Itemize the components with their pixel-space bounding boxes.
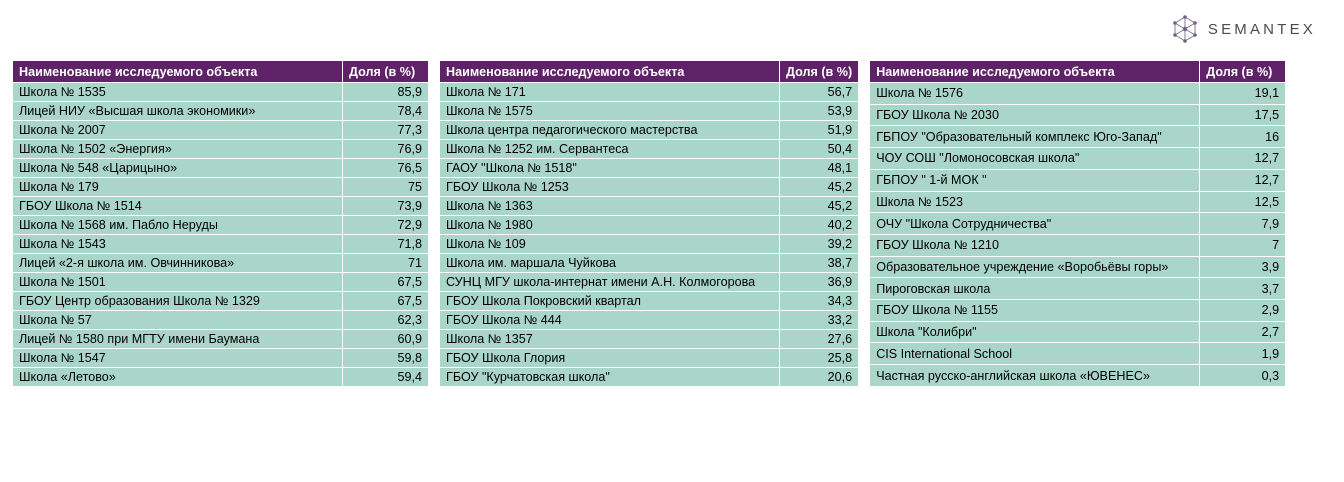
cell-share: 73,9 [343, 197, 429, 216]
ranking-table-1 [12, 60, 429, 387]
cell-share: 39,2 [780, 235, 859, 254]
cell-share: 59,8 [343, 349, 429, 368]
table-row [870, 169, 1286, 191]
cell-share: 19,1 [1200, 83, 1286, 105]
cell-share: 67,5 [343, 292, 429, 311]
cell-object: ГБОУ Школа № 1253 [440, 178, 780, 197]
table-row [870, 300, 1286, 322]
table-row [13, 254, 429, 273]
cell-share: 27,6 [780, 330, 859, 349]
cell-object: ГБПОУ " 1-й МОК " [870, 169, 1200, 191]
column-header-share: Доля (в %) [343, 61, 429, 83]
ranking-table-3 [869, 60, 1286, 387]
cell-object: Школа № 548 «Царицыно» [13, 159, 343, 178]
cell-object: Школа № 1523 [870, 191, 1200, 213]
table-row [440, 254, 859, 273]
cell-share: 62,3 [343, 311, 429, 330]
table-row [13, 102, 429, 121]
cell-share: 72,9 [343, 216, 429, 235]
table-row [870, 234, 1286, 256]
brand-name: SEMANTEX [1207, 20, 1316, 38]
cell-object: Школа № 57 [13, 311, 343, 330]
cell-share: 71 [343, 254, 429, 273]
table-row [440, 140, 859, 159]
table-row [440, 216, 859, 235]
cell-object: Школа № 1568 им. Пабло Неруды [13, 216, 343, 235]
cell-share: 34,3 [780, 292, 859, 311]
cell-share: 71,8 [343, 235, 429, 254]
cell-share: 45,2 [780, 197, 859, 216]
cell-object: Школа № 1980 [440, 216, 780, 235]
cell-object: ГБОУ Школа № 444 [440, 311, 780, 330]
cell-object: Школа центра педагогического мастерства [440, 121, 780, 140]
cell-object: Школа № 1535 [13, 83, 343, 102]
cell-object: Школа № 171 [440, 83, 780, 102]
cell-share: 40,2 [780, 216, 859, 235]
cell-share: 17,5 [1200, 104, 1286, 126]
table-row [440, 197, 859, 216]
cell-share: 2,7 [1200, 321, 1286, 343]
table-row [870, 278, 1286, 300]
table-row [440, 121, 859, 140]
cell-share: 0,3 [1200, 365, 1286, 387]
cell-share: 76,9 [343, 140, 429, 159]
cell-object: ГБПОУ "Образовательный комплекс Юго-Запад" [870, 126, 1200, 148]
cell-object: Лицей НИУ «Высшая школа экономики» [13, 102, 343, 121]
table-body [440, 83, 859, 387]
cell-share: 3,7 [1200, 278, 1286, 300]
table-row [870, 83, 1286, 105]
table-row [440, 159, 859, 178]
cell-share: 48,1 [780, 159, 859, 178]
column-header-share: Доля (в %) [780, 61, 859, 83]
table-row [870, 343, 1286, 365]
cell-share: 25,8 [780, 349, 859, 368]
cell-object: СУНЦ МГУ школа-интернат имени А.Н. Колмогорова [440, 273, 780, 292]
table-row [13, 330, 429, 349]
column-header-object: Наименование исследуемого объекта [440, 61, 780, 83]
table-row [440, 292, 859, 311]
cell-share: 38,7 [780, 254, 859, 273]
table-row [440, 330, 859, 349]
table-body [13, 83, 429, 387]
table-header-row [870, 61, 1286, 83]
cell-object: ГБОУ Школа № 2030 [870, 104, 1200, 126]
column-header-object: Наименование исследуемого объекта [13, 61, 343, 83]
table-row [13, 121, 429, 140]
cell-object: Образовательное учреждение «Воробьёвы горы» [870, 256, 1200, 278]
cell-share: 85,9 [343, 83, 429, 102]
table-header-row [13, 61, 429, 83]
cell-object: Школа "Колибри" [870, 321, 1200, 343]
brand-logo [1172, 14, 1316, 44]
cell-object: Школа № 1575 [440, 102, 780, 121]
cell-object: ГАОУ "Школа № 1518" [440, 159, 780, 178]
cell-object: ГБОУ "Курчатовская школа" [440, 368, 780, 387]
cell-object: ГБОУ Школа № 1155 [870, 300, 1200, 322]
table-row [440, 273, 859, 292]
table-row [13, 83, 429, 102]
cell-object: ЧОУ СОШ "Ломоносовская школа" [870, 148, 1200, 170]
cell-object: Школа № 179 [13, 178, 343, 197]
table-row [870, 365, 1286, 387]
semantex-logo-icon [1172, 14, 1198, 44]
cell-share: 7 [1200, 234, 1286, 256]
table-row [440, 349, 859, 368]
table-row [13, 311, 429, 330]
table-row [870, 148, 1286, 170]
table-row [13, 178, 429, 197]
table-row [870, 104, 1286, 126]
cell-share: 77,3 [343, 121, 429, 140]
cell-share: 53,9 [780, 102, 859, 121]
table-row [13, 197, 429, 216]
cell-share: 33,2 [780, 311, 859, 330]
cell-share: 56,7 [780, 83, 859, 102]
cell-object: Школа № 1576 [870, 83, 1200, 105]
cell-object: Школа № 2007 [13, 121, 343, 140]
table-row [870, 191, 1286, 213]
cell-object: CIS International School [870, 343, 1200, 365]
cell-share: 20,6 [780, 368, 859, 387]
table-row [440, 83, 859, 102]
cell-share: 76,5 [343, 159, 429, 178]
column-header-share: Доля (в %) [1200, 61, 1286, 83]
cell-object: Частная русско-английская школа «ЮВЕНЕС» [870, 365, 1200, 387]
cell-object: ОЧУ "Школа Сотрудничества" [870, 213, 1200, 235]
table-row [13, 216, 429, 235]
cell-object: ГБОУ Центр образования Школа № 1329 [13, 292, 343, 311]
table-row [870, 126, 1286, 148]
cell-share: 67,5 [343, 273, 429, 292]
table-header-row [440, 61, 859, 83]
cell-object: ГБОУ Школа № 1210 [870, 234, 1200, 256]
cell-share: 3,9 [1200, 256, 1286, 278]
cell-object: Лицей «2-я школа им. Овчинникова» [13, 254, 343, 273]
cell-object: Школа № 109 [440, 235, 780, 254]
cell-object: Школа № 1501 [13, 273, 343, 292]
table-row [13, 273, 429, 292]
cell-object: Школа им. маршала Чуйкова [440, 254, 780, 273]
cell-object: Школа № 1543 [13, 235, 343, 254]
cell-share: 75 [343, 178, 429, 197]
cell-object: Школа «Летово» [13, 368, 343, 387]
table-body [870, 83, 1286, 387]
cell-object: ГБОУ Школа Покровский квартал [440, 292, 780, 311]
cell-object: Школа № 1357 [440, 330, 780, 349]
cell-share: 12,5 [1200, 191, 1286, 213]
cell-share: 2,9 [1200, 300, 1286, 322]
cell-object: Школа № 1363 [440, 197, 780, 216]
cell-share: 51,9 [780, 121, 859, 140]
cell-share: 50,4 [780, 140, 859, 159]
cell-object: Школа № 1547 [13, 349, 343, 368]
table-row [870, 213, 1286, 235]
cell-object: Школа № 1502 «Энергия» [13, 140, 343, 159]
cell-share: 59,4 [343, 368, 429, 387]
cell-share: 45,2 [780, 178, 859, 197]
table-row [440, 311, 859, 330]
ranking-table-2 [439, 60, 859, 387]
cell-share: 60,9 [343, 330, 429, 349]
table-row [440, 368, 859, 387]
table-row [13, 140, 429, 159]
table-row [870, 256, 1286, 278]
cell-share: 12,7 [1200, 148, 1286, 170]
column-header-object: Наименование исследуемого объекта [870, 61, 1200, 83]
table-row [13, 368, 429, 387]
cell-object: Лицей № 1580 при МГТУ имени Баумана [13, 330, 343, 349]
table-row [440, 178, 859, 197]
cell-object: ГБОУ Школа № 1514 [13, 197, 343, 216]
table-row [13, 292, 429, 311]
cell-object: Школа № 1252 им. Сервантеса [440, 140, 780, 159]
cell-share: 36,9 [780, 273, 859, 292]
table-row [440, 102, 859, 121]
cell-share: 1,9 [1200, 343, 1286, 365]
table-row [440, 235, 859, 254]
table-row [870, 321, 1286, 343]
table-row [13, 235, 429, 254]
cell-share: 78,4 [343, 102, 429, 121]
cell-share: 16 [1200, 126, 1286, 148]
cell-object: Пироговская школа [870, 278, 1200, 300]
table-row [13, 159, 429, 178]
cell-share: 7,9 [1200, 213, 1286, 235]
table-row [13, 349, 429, 368]
cell-share: 12,7 [1200, 169, 1286, 191]
tables-container [12, 60, 1286, 387]
cell-object: ГБОУ Школа Глория [440, 349, 780, 368]
